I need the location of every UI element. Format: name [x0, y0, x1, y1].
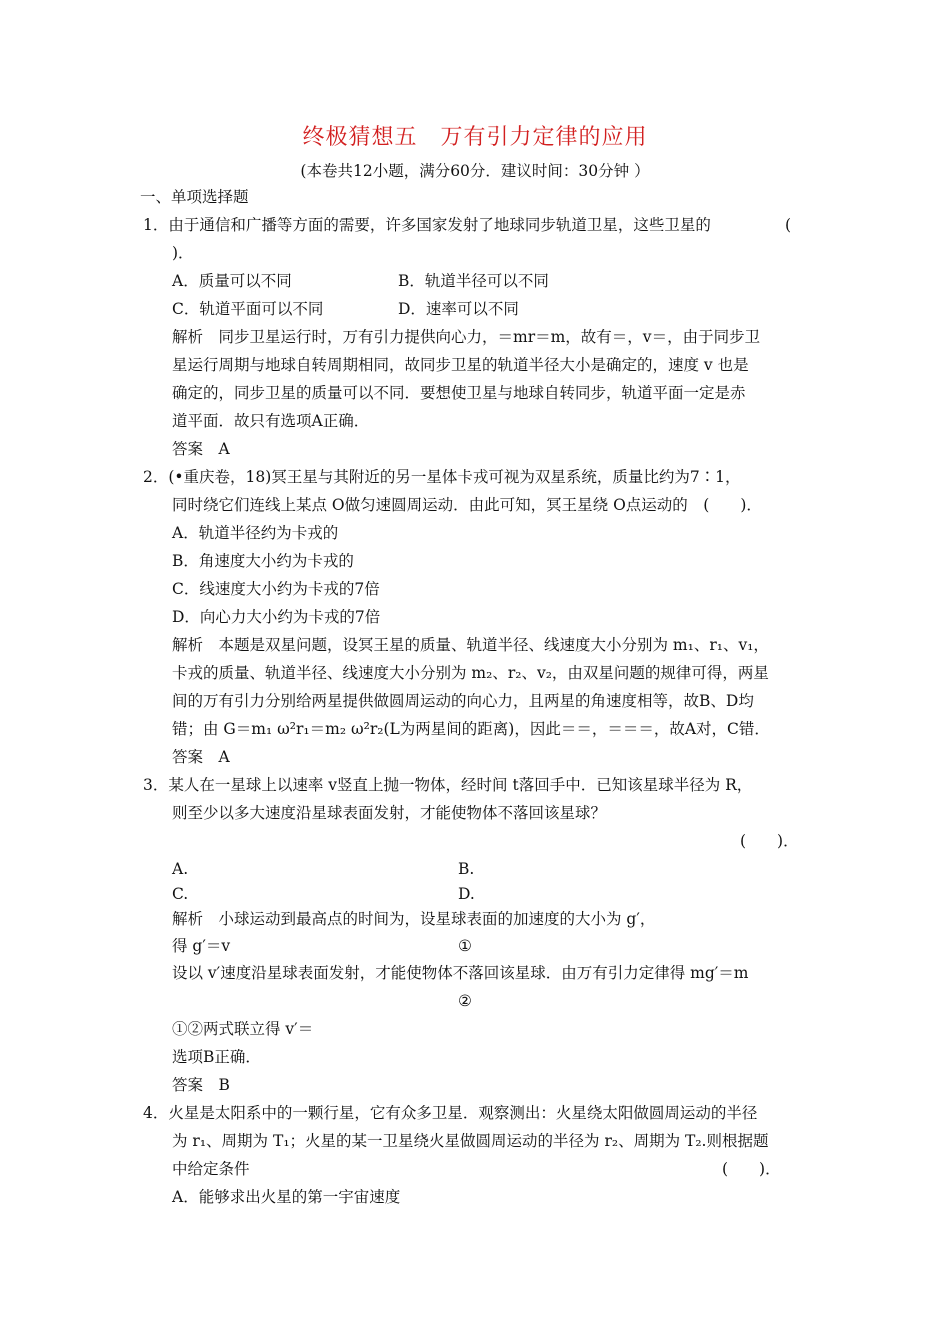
- q3-option-a: A.: [172, 860, 189, 878]
- q1-option-a: A．质量可以不同: [172, 272, 292, 290]
- q2-option-c: C．线速度大小约为卡戎的7倍: [172, 580, 380, 598]
- q1-analysis-line3: 确定的，同步卫星的质量可以不同．要想使卫星与地球自转同步，轨道平面一定是赤: [172, 384, 746, 402]
- q3-answer: 答案 B: [172, 1076, 230, 1094]
- page-title: 终极猜想五 万有引力定律的应用: [302, 125, 648, 150]
- q3-analysis-line3: 设以 v′速度沿星球表面发射，才能使物体不落回该星球．由万有引力定律得 mg′＝m: [172, 964, 749, 982]
- q2-stem-line1: 2．(•重庆卷，18)冥王星与其附近的另一星体卡戎可视为双星系统，质量比约为7∶1，: [143, 468, 741, 486]
- q1-answer: 答案 A: [172, 440, 230, 458]
- q2-option-d: D．向心力大小约为卡戎的7倍: [172, 608, 381, 626]
- q3-analysis-line1: 解析 小球运动到最高点的时间为，设星球表面的加速度的大小为 g′，: [172, 910, 656, 928]
- q2-stem-line2: 同时绕它们连线上某点 O做匀速圆周运动．由此可知，冥王星绕 O点运动的 ( )．: [172, 496, 762, 514]
- q2-option-a: A．轨道半径约为卡戎的: [172, 524, 339, 542]
- section-heading: 一、单项选择题: [140, 188, 249, 206]
- q1-analysis-line4: 道平面．故只有选项A正确．: [172, 412, 370, 430]
- q3-option-c: C.: [172, 885, 189, 903]
- q2-option-b: B．角速度大小约为卡戎的: [172, 552, 354, 570]
- q3-stem-line2: 则至少以多大速度沿星球表面发射，才能使物体不落回该星球？: [172, 804, 607, 822]
- q1-option-b: B．轨道半径可以不同: [398, 272, 549, 290]
- q4-option-a: A．能够求出火星的第一宇宙速度: [172, 1188, 401, 1206]
- q3-option-b: B.: [458, 860, 475, 878]
- q4-stem-line1: 4．火星是太阳系中的一颗行星，它有众多卫星．观察测出：火星绕太阳做圆周运动的半径: [143, 1104, 758, 1122]
- q2-analysis-line1: 解析 本题是双星问题，设冥王星的质量、轨道半径、线速度大小分别为 m₁、r₁、v₁，: [172, 636, 769, 654]
- q3-analysis-line4: ①②两式联立得 v′＝: [172, 1020, 314, 1038]
- q3-analysis-line2: 得 g′＝v: [172, 937, 231, 955]
- q3-answer-paren: ( )．: [740, 832, 799, 850]
- q1-stem-line2: )．: [172, 244, 194, 262]
- q4-stem-line2: 为 r₁、周期为 T₁；火星的某一卫星绕火星做圆周运动的半径为 r₂、周期为 T₂.则根据题: [172, 1132, 769, 1150]
- q3-analysis-line5: 选项B正确．: [172, 1048, 261, 1066]
- q2-analysis-line3: 间的万有引力分别给两星提供做圆周运动的向心力，且两星的角速度相等，故B、D均: [172, 692, 754, 710]
- page-subtitle: (本卷共12小题，满分60分．建议时间：30分钟 ）: [300, 162, 650, 180]
- q1-option-c: C．轨道平面可以不同: [172, 300, 324, 318]
- q1-analysis-line1: 解析 同步卫星运行时，万有引力提供向心力，＝mr＝m，故有＝，v＝，由于同步卫: [172, 328, 761, 346]
- q1-stem-line1: 1．由于通信和广播等方面的需要，许多国家发射了地球同步轨道卫星，这些卫星的: [143, 216, 711, 234]
- q2-answer: 答案 A: [172, 748, 230, 766]
- q4-answer-paren: ( )．: [722, 1160, 781, 1178]
- q3-equation-mark-2: ②: [458, 992, 472, 1010]
- q3-option-d: D.: [458, 885, 475, 903]
- q2-analysis-line2: 卡戎的质量、轨道半径、线速度大小分别为 m₂、r₂、v₂，由双星问题的规律可得，两星: [172, 664, 769, 682]
- q3-stem-line1: 3．某人在一星球上以速率 v竖直上抛一物体，经时间 t落回手中．已知该星球半径为 R，: [143, 776, 753, 794]
- q1-option-d: D．速率可以不同: [398, 300, 519, 318]
- q3-equation-mark-1: ①: [458, 937, 472, 955]
- q1-paren-open: (: [785, 216, 792, 234]
- q1-analysis-line2: 星运行周期与地球自转周期相同，故同步卫星的轨道半径大小是确定的，速度 v 也是: [172, 356, 749, 374]
- q2-analysis-line4: 错；由 G＝m₁ ω²r₁＝m₂ ω²r₂(L为两星间的距离)，因此＝＝，＝＝＝，故A对，C错．: [172, 720, 770, 738]
- q4-stem-line3: 中给定条件: [172, 1160, 250, 1178]
